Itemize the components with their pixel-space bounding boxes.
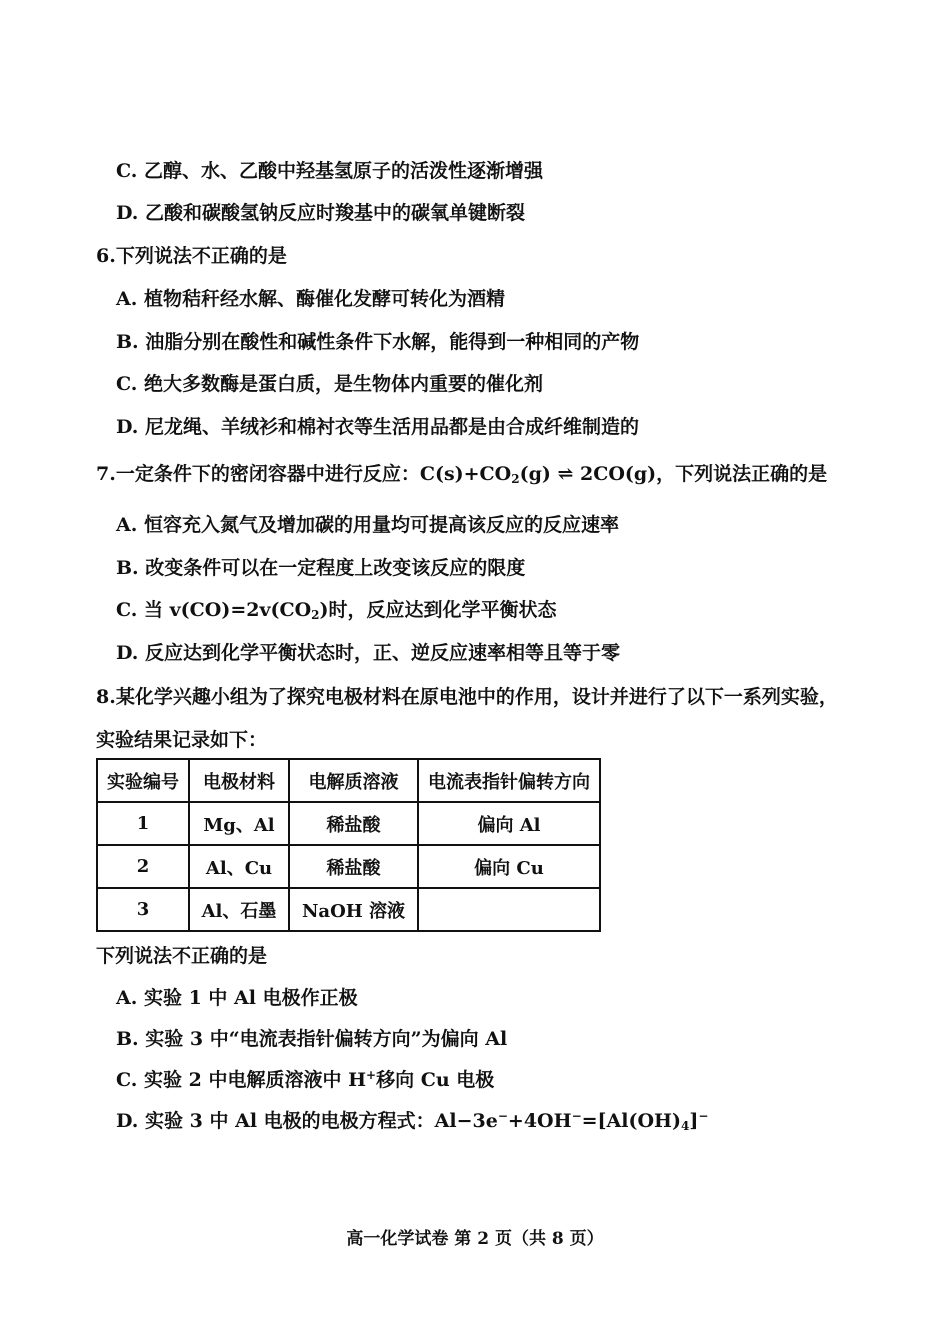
q6-option-a: A. 植物秸秆经水解、酶催化发酵可转化为酒精 xyxy=(116,288,505,310)
table-cell: 稀盐酸 xyxy=(289,802,418,845)
q8-option-d-subscript: 4 xyxy=(681,1119,690,1133)
table-row xyxy=(97,845,600,888)
q8-stem-line3: 下列说法不正确的是 xyxy=(96,945,268,967)
table-cell: Mg、Al xyxy=(189,802,289,845)
q5-option-c: C. 乙醇、水、乙酸中羟基氢原子的活泼性逐渐增强 xyxy=(116,160,544,182)
q7-stem-subscript: 2 xyxy=(511,472,520,486)
q8-option-c-superscript: + xyxy=(366,1068,377,1082)
q6-option-b: B. 油脂分别在酸性和碱性条件下水解，能得到一种相同的产物 xyxy=(116,331,640,353)
q8-option-d-part-c: =[Al(OH) xyxy=(581,1110,681,1132)
table-header-cell: 实验编号 xyxy=(97,759,189,802)
table-cell: 2 xyxy=(97,845,189,888)
q7-stem-part-a: 7.一定条件下的密闭容器中进行反应：C(s)+CO xyxy=(96,463,512,485)
q8-stem-line2: 实验结果记录如下： xyxy=(96,729,268,751)
q7-option-c-part-b: )时，反应达到化学平衡状态 xyxy=(319,599,557,621)
table-header-row xyxy=(97,759,600,802)
q8-option-d-superscript-3: − xyxy=(698,1109,709,1123)
q7-stem-part-b: (g) ⇌ 2CO(g)，下列说法正确的是 xyxy=(519,463,828,485)
q8-option-a: A. 实验 1 中 Al 电极作正极 xyxy=(116,987,358,1009)
q5-option-d: D. 乙酸和碳酸氢钠反应时羧基中的碳氧单键断裂 xyxy=(116,202,526,224)
q6-stem: 6.下列说法不正确的是 xyxy=(96,245,287,267)
table-cell: NaOH 溶液 xyxy=(289,888,418,931)
q8-option-c-part-a: C. 实验 2 中电解质溶液中 H xyxy=(116,1069,367,1091)
q8-option-d-part-b: +4OH xyxy=(507,1110,572,1132)
table-cell: 偏向 Cu xyxy=(418,845,600,888)
q6-option-d: D. 尼龙绳、羊绒衫和棉衬衣等生活用品都是由合成纤维制造的 xyxy=(116,416,640,438)
table-header-cell: 电解质溶液 xyxy=(289,759,418,802)
table-cell: Al、Cu xyxy=(189,845,289,888)
table-cell: 1 xyxy=(97,802,189,845)
page-footer: 高一化学试卷 第 2 页（共 8 页） xyxy=(346,1229,604,1249)
table-cell xyxy=(418,888,600,931)
q8-option-d-superscript-1: − xyxy=(497,1109,508,1123)
q8-option-d-part-d: ] xyxy=(689,1110,699,1132)
experiment-table xyxy=(96,758,601,932)
q7-stem xyxy=(96,461,827,487)
q8-option-c xyxy=(116,1067,494,1093)
q7-option-c-subscript: 2 xyxy=(311,608,320,622)
q8-stem-line1: 8.某化学兴趣小组为了探究电极材料在原电池中的作用，设计并进行了以下一系列实验， xyxy=(96,686,838,708)
q8-option-d xyxy=(116,1108,708,1134)
q7-option-a: A. 恒容充入氮气及增加碳的用量均可提高该反应的反应速率 xyxy=(116,514,619,536)
q7-option-d: D. 反应达到化学平衡状态时，正、逆反应速率相等且等于零 xyxy=(116,642,621,664)
q7-option-c xyxy=(116,597,557,623)
table-cell: Al、石墨 xyxy=(189,888,289,931)
table-row xyxy=(97,802,600,845)
q6-option-c: C. 绝大多数酶是蛋白质，是生物体内重要的催化剂 xyxy=(116,373,544,395)
table-cell: 稀盐酸 xyxy=(289,845,418,888)
q8-option-c-part-b: 移向 Cu 电极 xyxy=(376,1069,495,1091)
table-header-cell: 电极材料 xyxy=(189,759,289,802)
q8-option-b: B. 实验 3 中“电流表指针偏转方向”为偏向 Al xyxy=(116,1028,508,1050)
q8-option-d-part-a: D. 实验 3 中 Al 电极的电极方程式：Al−3e xyxy=(116,1110,498,1132)
table-header-cell: 电流表指针偏转方向 xyxy=(418,759,600,802)
q8-option-d-superscript-2: − xyxy=(571,1109,582,1123)
table-row xyxy=(97,888,600,931)
table-cell: 偏向 Al xyxy=(418,802,600,845)
q7-option-c-part-a: C. 当 v(CO)=2v(CO xyxy=(116,599,312,621)
q7-option-b: B. 改变条件可以在一定程度上改变该反应的限度 xyxy=(116,557,526,579)
table-cell: 3 xyxy=(97,888,189,931)
